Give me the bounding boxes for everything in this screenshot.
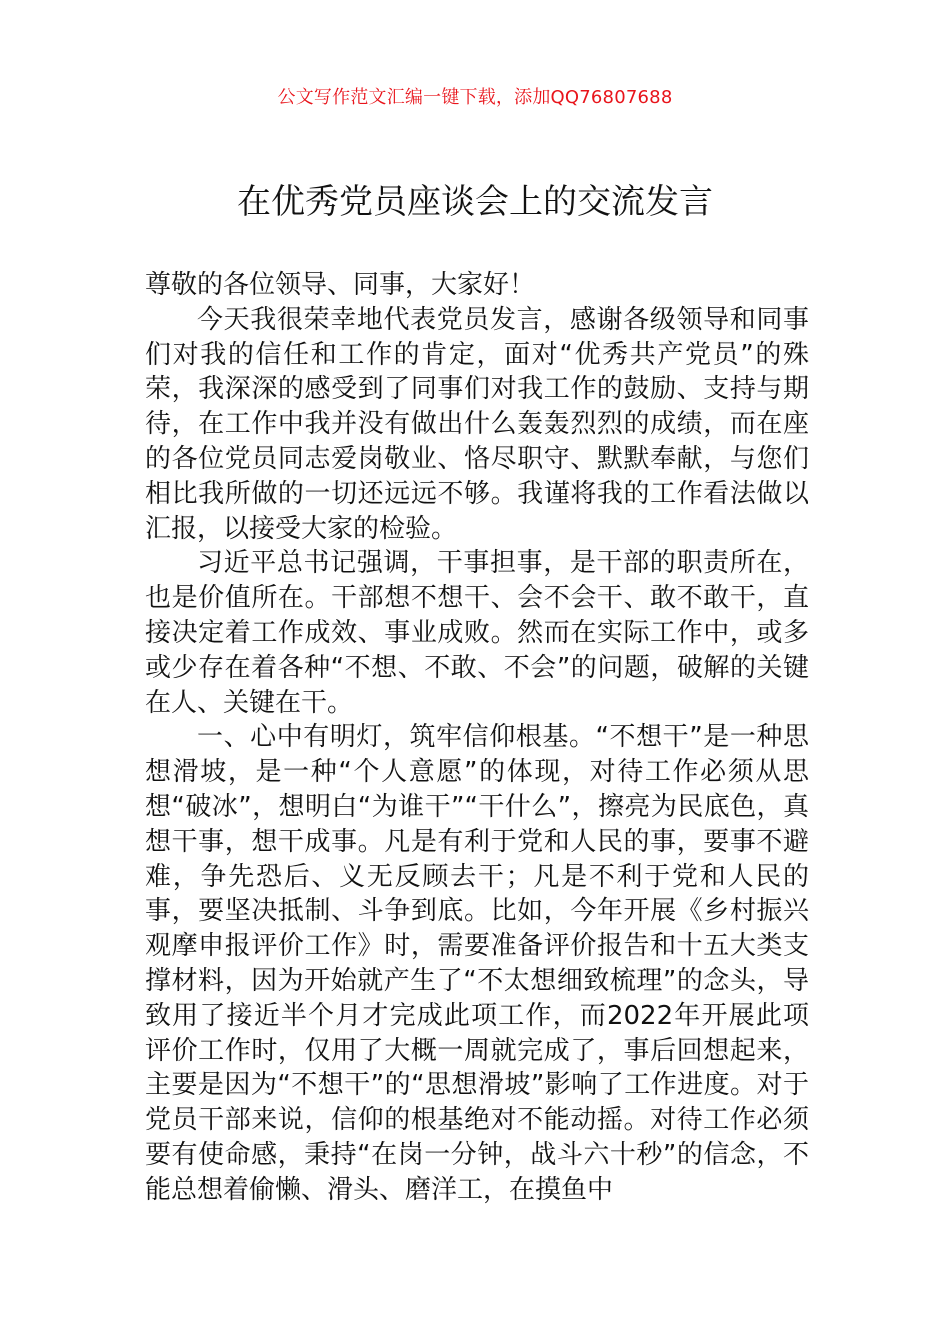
greeting: 尊敬的各位领导、同事，大家好！ [145,270,536,300]
paragraph-2: 习近平总书记强调，干事担事，是干部的职责所在，也是价值所在。干部想不想干、会不会干、敢不敢干，直接决定着工作成效、事业成败。然而在实际工作中，或多或少存在着各种“不想、不敢、不会”的问题，破解的关键在人、关键在干。 [145,548,809,718]
paragraph-1: 今天我很荣幸地代表党员发言，感谢各级领导和同事们对我的信任和工作的肯定，面对“优秀共产党员”的殊荣，我深深的感受到了同事们对我工作的鼓励、支持与期待，在工作中我并没有做出什么轰轰烈烈的成绩，而在座的各位党员同志爱岗敬业、恪尽职守、默默奉献，与您们相比我所做的一切还远远不够。我谨将我的工作看法做以汇报，以接受大家的检验。 [145,304,809,544]
header-note: 公文写作范文汇编一键下载，添加QQ76807688 [277,87,673,108]
document-title: 在优秀党员座谈会上的交流发言 [237,182,713,222]
paragraph-3: 一、心中有明灯，筑牢信仰根基。“不想干”是一种思想滑坡，是一种“个人意愿”的体现，对待工作必须从思想“破冰”，想明白“为谁干”“干什么”，擦亮为民底色，真想干事，想干成事。凡是有利于党和人民的事，要事不避难，争先恐后、义无反顾去干；凡是不利于党和人民的事，要坚决抵制、斗争到底。比如，今年开展《乡村振兴观摩申报评价工作》时，需要准备评价报告和十五大类支撑材料，因为开始就产生了“不太想细致梳理”的念头，导致用了接近半个月才完成此项工作，而2022年开展此项评价工作时，仅用了大概一周就完成了，事后回想起来，主要是因为“不想干”的“思想滑坡”影响了工作进度。对于党员干部来说，信仰的根基绝对不能动摇。对待工作必须要有使命感，秉持“在岗一分钟，战斗六十秒”的信念，不能总想着偷懒、滑头、磨洋工，在摸鱼中 [145,722,809,1205]
document-body [145,268,809,1208]
